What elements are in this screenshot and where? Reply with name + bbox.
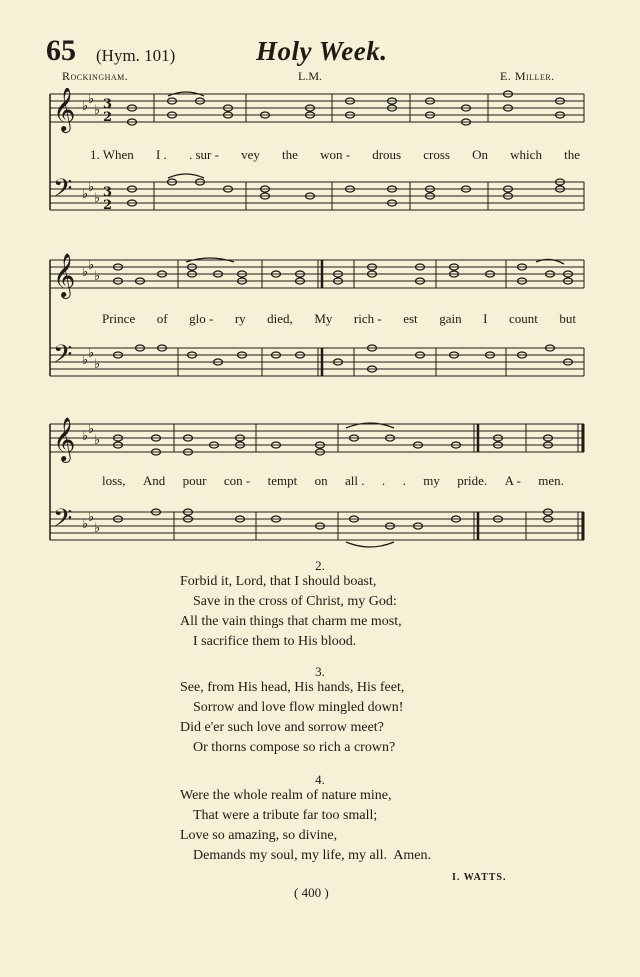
svg-text:♭: ♭ (88, 422, 95, 437)
svg-text:♭: ♭ (94, 357, 101, 372)
verse-line: Or thorns compose so rich a crown? (193, 740, 396, 755)
svg-text:𝄞: 𝄞 (53, 417, 76, 461)
svg-text:𝄢: 𝄢 (53, 340, 73, 375)
verse-line: Save in the cross of Christ, my God: (193, 594, 397, 609)
svg-text:♭: ♭ (94, 521, 101, 536)
svg-text:2: 2 (103, 110, 113, 125)
svg-text:2: 2 (103, 198, 113, 213)
svg-text:♭: ♭ (82, 265, 89, 280)
verse-line: All the vain things that charm me most, (180, 614, 402, 629)
svg-text:♭: ♭ (88, 346, 95, 361)
svg-text:♭: ♭ (88, 510, 95, 525)
lyric-line-3: loss, And pour con - tempt on all . . . my pride. A - men. (102, 473, 564, 488)
tune-name: Rockingham. (62, 69, 129, 83)
svg-text:♭: ♭ (94, 103, 101, 118)
verse-line: Were the whole realm of nature mine, (180, 788, 392, 803)
svg-text:♭: ♭ (88, 258, 95, 273)
verse-line: That were a tribute far too small; (193, 808, 378, 823)
hymn-reference: (Hym. 101) (96, 46, 176, 65)
verse-line: Demands my soul, my life, my all. Amen. (193, 848, 431, 863)
music-system-1 (0, 88, 640, 220)
lyric-line-1: 1. When I . . sur - vey the won - drous cross On which the (90, 147, 580, 162)
composer: E. Miller. (500, 69, 555, 83)
svg-text:3: 3 (103, 97, 113, 112)
music-system-3 (0, 414, 640, 554)
verse-line: Did e'er such love and sorrow meet? (180, 720, 384, 735)
svg-text:𝄢: 𝄢 (53, 504, 73, 539)
svg-text:♭: ♭ (88, 180, 95, 195)
svg-text:𝄞: 𝄞 (53, 88, 76, 131)
svg-text:♭: ♭ (82, 517, 89, 532)
hymn-number: 65 (46, 34, 76, 67)
svg-text:♭: ♭ (94, 191, 101, 206)
verse-line: I sacrifice them to His blood. (193, 634, 357, 649)
verse-line: Love so amazing, so divine, (180, 828, 338, 843)
music-system-2 (0, 250, 640, 386)
svg-text:♭: ♭ (82, 353, 89, 368)
verse-number: 4. (315, 772, 325, 787)
meter: L.M. (298, 69, 322, 83)
svg-text:♭: ♭ (94, 269, 101, 284)
svg-text:♭: ♭ (82, 187, 89, 202)
svg-text:♭: ♭ (82, 99, 89, 114)
verse-line: Sorrow and love flow mingled down! (193, 700, 404, 715)
author: I. WATTS. (452, 872, 507, 883)
verse-line: See, from His head, His hands, His feet, (180, 680, 405, 695)
page-number: ( 400 ) (294, 885, 329, 900)
verse-line: Forbid it, Lord, that I should boast, (180, 574, 377, 589)
svg-text:♭: ♭ (94, 433, 101, 448)
svg-text:♭: ♭ (82, 429, 89, 444)
page-title: Holy Week. (256, 36, 388, 66)
verse-number: 3. (315, 664, 325, 679)
svg-text:𝄞: 𝄞 (53, 253, 76, 297)
verse-number: 2. (315, 558, 325, 573)
svg-text:♭: ♭ (88, 92, 95, 107)
svg-text:𝄢: 𝄢 (53, 174, 73, 209)
svg-text:3: 3 (103, 185, 113, 200)
lyric-line-2: Prince of glo - ry died, My rich - est gain I count but (102, 311, 576, 326)
